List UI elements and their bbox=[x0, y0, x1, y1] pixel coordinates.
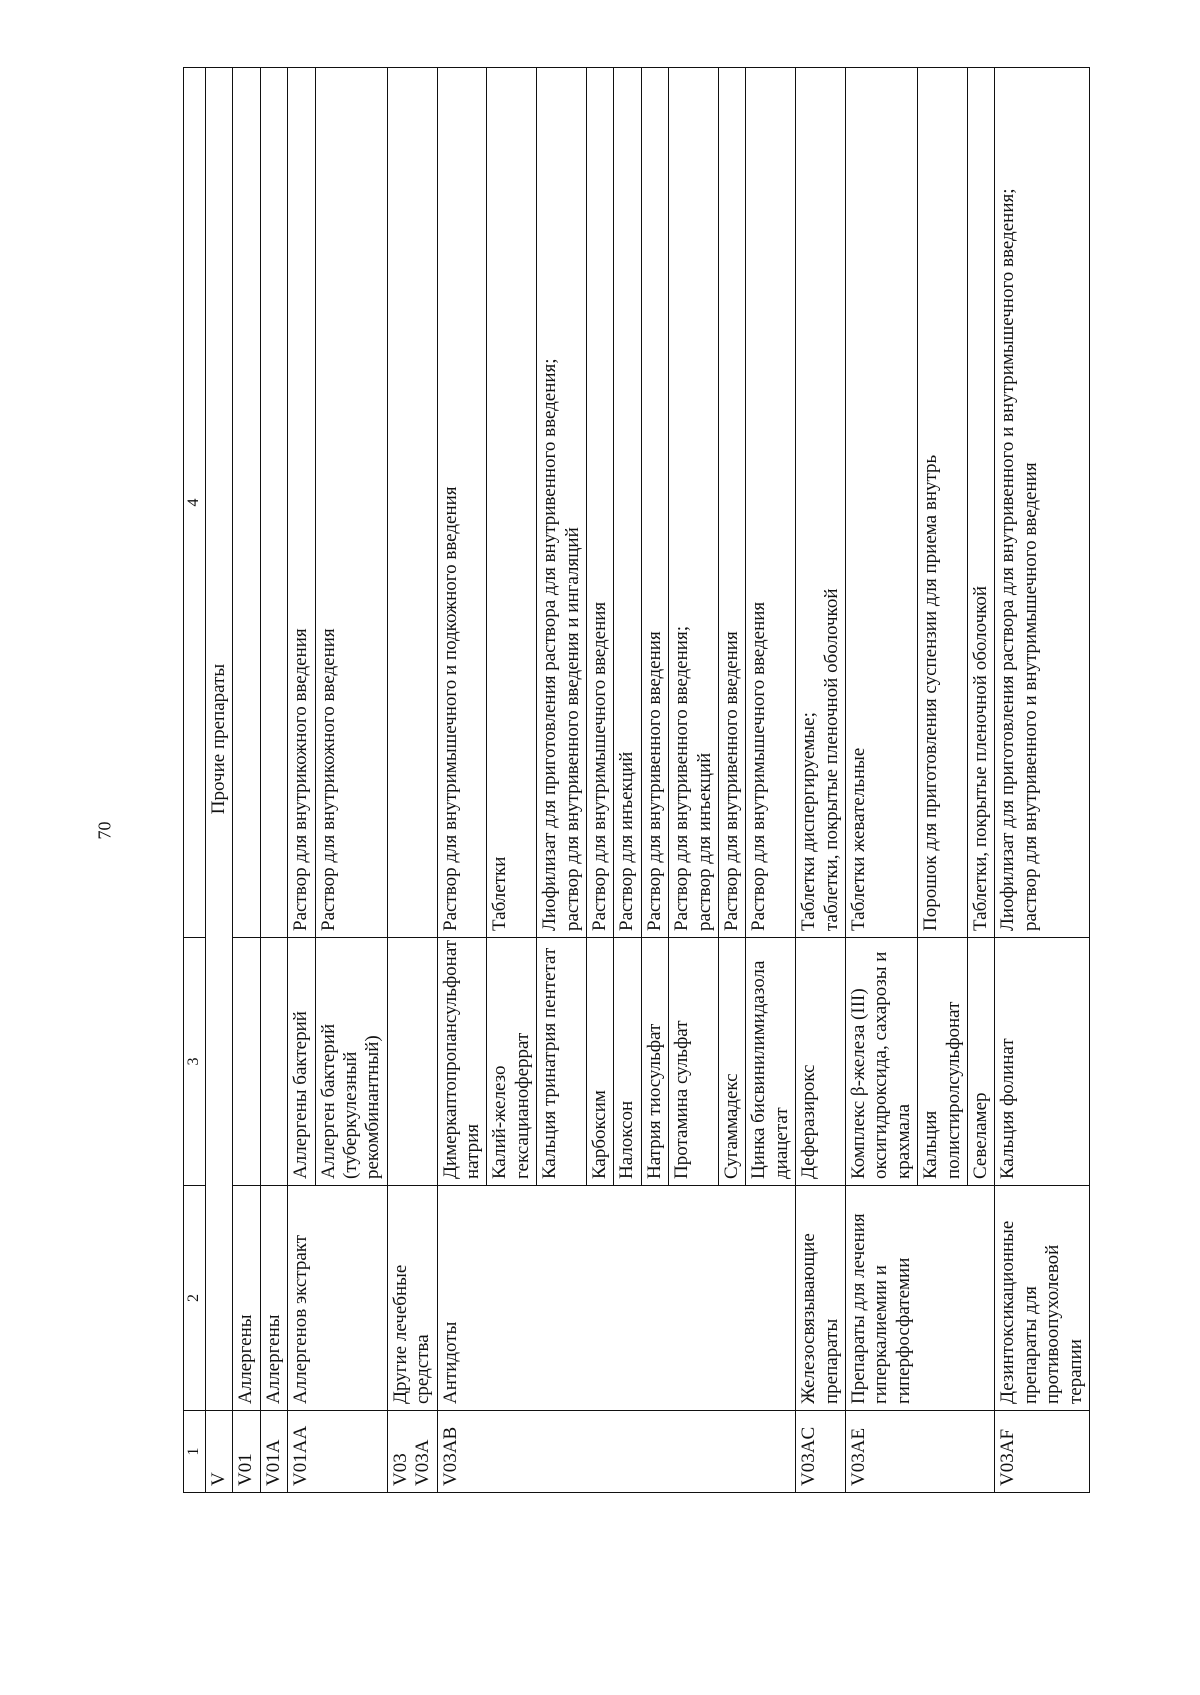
drug-name: Карбоксим bbox=[586, 938, 613, 1186]
drug-name: Натрия тиосульфат bbox=[641, 938, 668, 1186]
section-title: Прочие препараты bbox=[205, 68, 232, 1411]
drug-name: Калий-железо гексацианоферрат bbox=[487, 938, 537, 1186]
dosage-form: Раствор для внутривенного введения; раствор для инъекций bbox=[669, 68, 719, 938]
atc-code: V01AA bbox=[288, 1411, 388, 1493]
drug-name: Димеркаптопропансульфонат натрия bbox=[437, 938, 487, 1186]
dosage-form bbox=[233, 68, 260, 938]
dosage-form: Лиофилизат для приготовления раствора для внутривенного и внутримышечного введения; раствор для внутривенного и внутримышечного введения bbox=[995, 68, 1090, 938]
group-name: Другие лечебные средства bbox=[387, 1186, 437, 1411]
drug-name: Сугаммадекс bbox=[719, 938, 746, 1186]
table-row bbox=[796, 68, 846, 1493]
drug-name: Протамина сульфат bbox=[669, 938, 719, 1186]
drug-name: Аллергены бактерий bbox=[288, 938, 315, 1186]
dosage-form: Таблетки bbox=[487, 68, 537, 938]
dosage-form: Таблетки, покрытые пленочной оболочкой bbox=[968, 68, 995, 938]
atc-code bbox=[387, 1411, 437, 1493]
dosage-form: Таблетки жевательные bbox=[846, 68, 918, 938]
group-name: Препараты для лечения гиперкалиемии и гиперфосфатемии bbox=[846, 1186, 995, 1411]
page-number: 70 bbox=[94, 821, 115, 840]
column-number: 3 bbox=[184, 938, 206, 1186]
column-number: 4 bbox=[184, 68, 206, 938]
drug-name: Аллерген бактерий (туберкулезный рекомбинантный) bbox=[315, 938, 387, 1186]
dosage-form: Порошок для приготовления суспензии для приема внутрь bbox=[918, 68, 968, 938]
group-name: Антидоты bbox=[437, 1186, 796, 1411]
dosage-form: Раствор для внутривенного введения bbox=[719, 68, 746, 938]
group-name: Аллергены bbox=[260, 1186, 287, 1411]
column-number: 1 bbox=[184, 1411, 206, 1493]
table-row bbox=[233, 68, 260, 1493]
atc-code: V03AB bbox=[437, 1411, 796, 1493]
dosage-form: Раствор для внутримышечного введения bbox=[746, 68, 796, 938]
atc-code: V03AF bbox=[995, 1411, 1090, 1493]
column-number: 2 bbox=[184, 1186, 206, 1411]
atc-code: V03AC bbox=[796, 1411, 846, 1493]
drug-name: Цинка бисвинилимидазола диацетат bbox=[746, 938, 796, 1186]
drug-name: Деферазирокс bbox=[796, 938, 846, 1186]
dosage-form: Раствор для инъекций bbox=[614, 68, 641, 938]
drug-name: Кальция полистиролсульфонат bbox=[918, 938, 968, 1186]
atc-code: V03AE bbox=[846, 1411, 995, 1493]
drug-name bbox=[260, 938, 287, 1186]
table-row bbox=[260, 68, 287, 1493]
drug-name: Налоксон bbox=[614, 938, 641, 1186]
dosage-form: Раствор для внутрикожного введения bbox=[288, 68, 315, 938]
group-name: Дезинтоксикационные препараты для противоопухолевой терапии bbox=[995, 1186, 1090, 1411]
drug-name bbox=[387, 938, 437, 1186]
atc-code: V01A bbox=[260, 1411, 287, 1493]
drug-name: Кальция фолинат bbox=[995, 938, 1090, 1186]
dosage-form: Раствор для внутрикожного введения bbox=[315, 68, 387, 938]
atc-code: V bbox=[205, 1411, 232, 1493]
atc-code-line: V03A bbox=[412, 1439, 434, 1486]
dosage-form: Лиофилизат для приготовления раствора для внутривенного введения; раствор для внутривенного введения и ингаляций bbox=[537, 68, 587, 938]
column-number-row bbox=[184, 68, 206, 1493]
drug-name bbox=[233, 938, 260, 1186]
drug-table bbox=[183, 67, 1090, 1493]
table-row bbox=[995, 68, 1090, 1493]
dosage-form: Раствор для внутримышечного введения bbox=[586, 68, 613, 938]
table-row bbox=[846, 68, 918, 1493]
group-name: Железосвязывающие препараты bbox=[796, 1186, 846, 1411]
group-name: Аллергенов экстракт bbox=[288, 1186, 388, 1411]
dosage-form: Таблетки диспергируемые; таблетки, покрытые пленочной оболочкой bbox=[796, 68, 846, 938]
dosage-form bbox=[260, 68, 287, 938]
atc-code-line: V03 bbox=[389, 1453, 411, 1486]
table-row bbox=[437, 68, 487, 1493]
table-row bbox=[288, 68, 315, 1493]
drug-name: Севеламер bbox=[968, 938, 995, 1186]
dosage-form: Раствор для внутримышечного и подкожного введения bbox=[437, 68, 487, 938]
drug-name: Кальция тринатрия пентетат bbox=[537, 938, 587, 1186]
dosage-form bbox=[387, 68, 437, 938]
group-name: Аллергены bbox=[233, 1186, 260, 1411]
rotated-table-sheet bbox=[183, 68, 1183, 1493]
atc-code: V01 bbox=[233, 1411, 260, 1493]
table-row bbox=[205, 68, 232, 1493]
drug-name: Комплекс β-железа (III) оксигидроксида, сахарозы и крахмала bbox=[846, 938, 918, 1186]
dosage-form: Раствор для внутривенного введения bbox=[641, 68, 668, 938]
table-row bbox=[387, 68, 437, 1493]
